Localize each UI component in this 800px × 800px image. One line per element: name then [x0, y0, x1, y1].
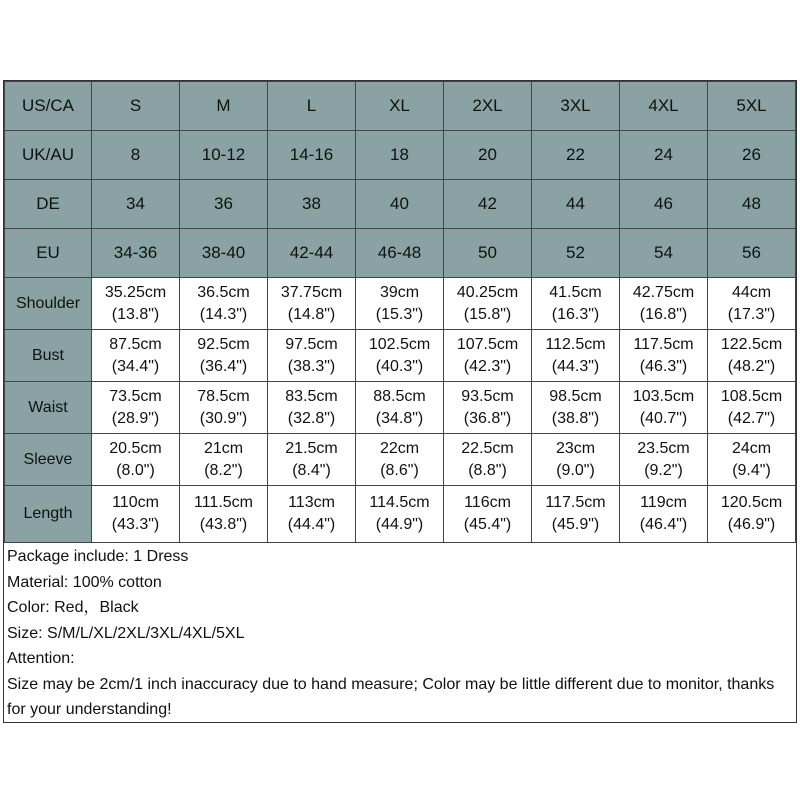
inch-value: (36.8"): [463, 409, 512, 427]
cm-value: 119cm: [640, 494, 687, 511]
measurement-cell: [92, 382, 180, 434]
measurement-cell: [620, 382, 708, 434]
cm-value: 87.5cm: [109, 335, 162, 353]
inch-value: (44.3"): [551, 357, 600, 375]
size-row-de: [5, 180, 796, 229]
measurement-cell: [532, 330, 620, 382]
size-row-us-ca: [5, 82, 796, 131]
cm-value: 117.5cm: [633, 335, 694, 353]
cm-value: 92.5cm: [197, 335, 250, 353]
cm-value: 78.5cm: [197, 387, 250, 405]
measurement-cell: [532, 382, 620, 434]
inch-value: (15.8"): [463, 305, 512, 323]
measurement-label: Sleeve: [5, 434, 92, 486]
measurement-cell: [444, 278, 532, 330]
size-cell: 5XL: [708, 82, 796, 131]
cm-value: 93.5cm: [461, 387, 514, 405]
inch-value: (38.3"): [287, 357, 336, 375]
cm-value: 22cm: [379, 439, 420, 457]
size-cell: S: [92, 82, 180, 131]
cm-value: 102.5cm: [368, 335, 431, 353]
inch-value: (34.8"): [375, 409, 424, 427]
inch-value: (43.3"): [111, 516, 160, 533]
cm-value: 83.5cm: [285, 387, 338, 405]
inch-value: (16.8"): [639, 305, 688, 323]
cm-value: 73.5cm: [109, 387, 162, 405]
inch-value: (34.4"): [111, 357, 160, 375]
cm-value: 110cm: [112, 494, 159, 511]
size-note: Size: S/M/L/XL/2XL/3XL/4XL/5XL: [7, 624, 245, 642]
measurement-row: [5, 434, 796, 486]
measurement-cell: [444, 486, 532, 543]
measurement-cell: [180, 434, 268, 486]
cm-value: 23cm: [555, 439, 596, 457]
measurement-cell: [92, 330, 180, 382]
attention-note: Attention:: [7, 650, 75, 667]
inch-value: (8.8"): [468, 461, 507, 479]
inch-value: (28.9"): [111, 409, 160, 427]
measurement-row: [5, 382, 796, 434]
size-cell: 38: [268, 180, 356, 229]
size-cell: M: [180, 82, 268, 131]
measurement-cell: [92, 278, 180, 330]
cm-value: 111.5cm: [194, 494, 253, 511]
measurement-label: Waist: [5, 382, 92, 434]
cm-value: 88.5cm: [373, 387, 426, 405]
size-cell: 38-40: [180, 229, 268, 278]
inch-value: (45.9"): [551, 516, 600, 533]
inch-value: (9.2"): [644, 461, 683, 479]
measurement-cell: [708, 434, 796, 486]
inch-value: (8.6"): [380, 461, 419, 479]
cm-value: 113cm: [288, 494, 335, 511]
row-label: US/CA: [5, 82, 92, 131]
cm-value: 103.5cm: [632, 387, 695, 405]
inch-value: (14.3"): [199, 305, 248, 323]
size-cell: 46-48: [356, 229, 444, 278]
measurement-cell: [356, 486, 444, 543]
inch-value: (46.3"): [639, 357, 688, 375]
cm-value: 36.5cm: [197, 283, 250, 301]
inch-value: (32.8"): [287, 409, 336, 427]
measurement-cell: [532, 486, 620, 543]
size-cell: 26: [708, 131, 796, 180]
measurement-cell: [180, 486, 268, 543]
size-cell: 18: [356, 131, 444, 180]
measurement-cell: [180, 330, 268, 382]
measurement-cell: [444, 434, 532, 486]
size-row-eu: [5, 229, 796, 278]
size-cell: 46: [620, 180, 708, 229]
row-label: UK/AU: [5, 131, 92, 180]
inch-value: (48.2"): [727, 357, 776, 375]
size-cell: 8: [92, 131, 180, 180]
cm-value: 120.5cm: [720, 494, 783, 511]
inch-value: (40.3"): [375, 357, 424, 375]
measurement-cell: [180, 278, 268, 330]
measurement-label: Bust: [5, 330, 92, 382]
measurement-cell: [532, 278, 620, 330]
measurement-cell: [268, 434, 356, 486]
size-cell: 2XL: [444, 82, 532, 131]
cm-value: 122.5cm: [720, 335, 783, 353]
measurement-cell: [268, 278, 356, 330]
size-cell: 24: [620, 131, 708, 180]
inch-value: (30.9"): [199, 409, 248, 427]
size-cell: 56: [708, 229, 796, 278]
cm-value: 21.5cm: [285, 439, 338, 457]
inch-value: (16.3"): [551, 305, 600, 323]
measurement-cell: [708, 278, 796, 330]
measurement-row: [5, 278, 796, 330]
measurement-cell: [180, 382, 268, 434]
cm-value: 20.5cm: [109, 439, 162, 457]
measurement-label: Shoulder: [5, 278, 92, 330]
cm-value: 97.5cm: [285, 335, 338, 353]
measurement-cell: [268, 330, 356, 382]
inch-value: (14.8"): [287, 305, 336, 323]
size-cell: 10-12: [180, 131, 268, 180]
size-cell: 44: [532, 180, 620, 229]
size-chart: [3, 80, 797, 723]
measurement-cell: [708, 330, 796, 382]
cm-value: 117.5cm: [545, 494, 606, 511]
inch-value: (44.4"): [287, 516, 336, 533]
cm-value: 44cm: [731, 283, 772, 301]
size-cell: 34: [92, 180, 180, 229]
measurement-cell: [444, 330, 532, 382]
cm-value: 42.75cm: [632, 283, 695, 301]
measurement-cell: [708, 382, 796, 434]
row-label: DE: [5, 180, 92, 229]
inch-value: (9.4"): [732, 461, 771, 479]
package-note: Package include: 1 Dress: [7, 548, 189, 565]
cm-value: 107.5cm: [456, 335, 519, 353]
cm-value: 108.5cm: [720, 387, 783, 405]
cm-value: 39cm: [379, 283, 420, 301]
size-cell: 20: [444, 131, 532, 180]
size-cell: 36: [180, 180, 268, 229]
inch-value: (46.4"): [639, 516, 688, 533]
size-cell: 3XL: [532, 82, 620, 131]
inch-value: (46.9"): [727, 516, 776, 533]
size-row-uk-au: [5, 131, 796, 180]
cm-value: 22.5cm: [461, 439, 514, 457]
size-cell: 48: [708, 180, 796, 229]
size-cell: 42: [444, 180, 532, 229]
measurement-cell: [92, 434, 180, 486]
measurement-cell: [356, 434, 444, 486]
size-cell: 42-44: [268, 229, 356, 278]
measurement-cell: [708, 486, 796, 543]
measurement-cell: [268, 382, 356, 434]
material-note: Material: 100% cotton: [7, 573, 162, 591]
measurement-cell: [620, 278, 708, 330]
measurement-cell: [444, 382, 532, 434]
size-table: [4, 81, 796, 543]
measurement-label: Length: [5, 486, 92, 543]
measurement-row: [5, 330, 796, 382]
size-cell: 34-36: [92, 229, 180, 278]
inch-value: (13.8"): [111, 305, 160, 323]
measurement-cell: [356, 278, 444, 330]
inch-value: (42.3"): [463, 357, 512, 375]
measurement-cell: [268, 486, 356, 543]
inch-value: (36.4"): [199, 357, 248, 375]
cm-value: 23.5cm: [637, 439, 690, 457]
cm-value: 35.25cm: [104, 283, 167, 301]
inch-value: (8.4"): [292, 461, 331, 479]
inch-value: (9.0"): [556, 461, 595, 479]
inch-value: (17.3"): [727, 305, 776, 323]
cm-value: 40.25cm: [456, 283, 519, 301]
inch-value: (44.9"): [375, 516, 424, 533]
size-cell: 22: [532, 131, 620, 180]
product-notes: [4, 543, 796, 723]
cm-value: 41.5cm: [549, 283, 602, 301]
cm-value: 112.5cm: [545, 335, 606, 353]
inch-value: (42.7"): [727, 409, 776, 427]
measurement-cell: [356, 382, 444, 434]
inch-value: (45.4"): [463, 516, 512, 533]
inch-value: (8.0"): [116, 461, 155, 479]
measurement-cell: [92, 486, 180, 543]
measurement-cell: [620, 330, 708, 382]
measurement-cell: [620, 434, 708, 486]
cm-value: 98.5cm: [549, 387, 602, 405]
inch-value: (40.7"): [639, 409, 688, 427]
size-cell: L: [268, 82, 356, 131]
color-note: Color: Red，Black: [7, 599, 139, 616]
measurement-cell: [620, 486, 708, 543]
size-cell: 40: [356, 180, 444, 229]
size-cell: 52: [532, 229, 620, 278]
size-cell: 4XL: [620, 82, 708, 131]
inch-value: (8.2"): [204, 461, 243, 479]
measurement-cell: [356, 330, 444, 382]
cm-value: 114.5cm: [369, 494, 430, 511]
size-cell: 50: [444, 229, 532, 278]
cm-value: 24cm: [731, 439, 772, 457]
disclaimer-note: Size may be 2cm/1 inch inaccuracy due to hand measure; Color may be little different due to monitor, thanks for your understanding!: [7, 675, 775, 718]
row-label: EU: [5, 229, 92, 278]
cm-value: 116cm: [464, 494, 511, 511]
measurement-row: [5, 486, 796, 543]
inch-value: (43.8"): [199, 516, 248, 533]
inch-value: (15.3"): [375, 305, 424, 323]
inch-value: (38.8"): [551, 409, 600, 427]
cm-value: 21cm: [203, 439, 244, 457]
size-cell: XL: [356, 82, 444, 131]
size-cell: 14-16: [268, 131, 356, 180]
measurement-cell: [532, 434, 620, 486]
cm-value: 37.75cm: [280, 283, 343, 301]
size-cell: 54: [620, 229, 708, 278]
